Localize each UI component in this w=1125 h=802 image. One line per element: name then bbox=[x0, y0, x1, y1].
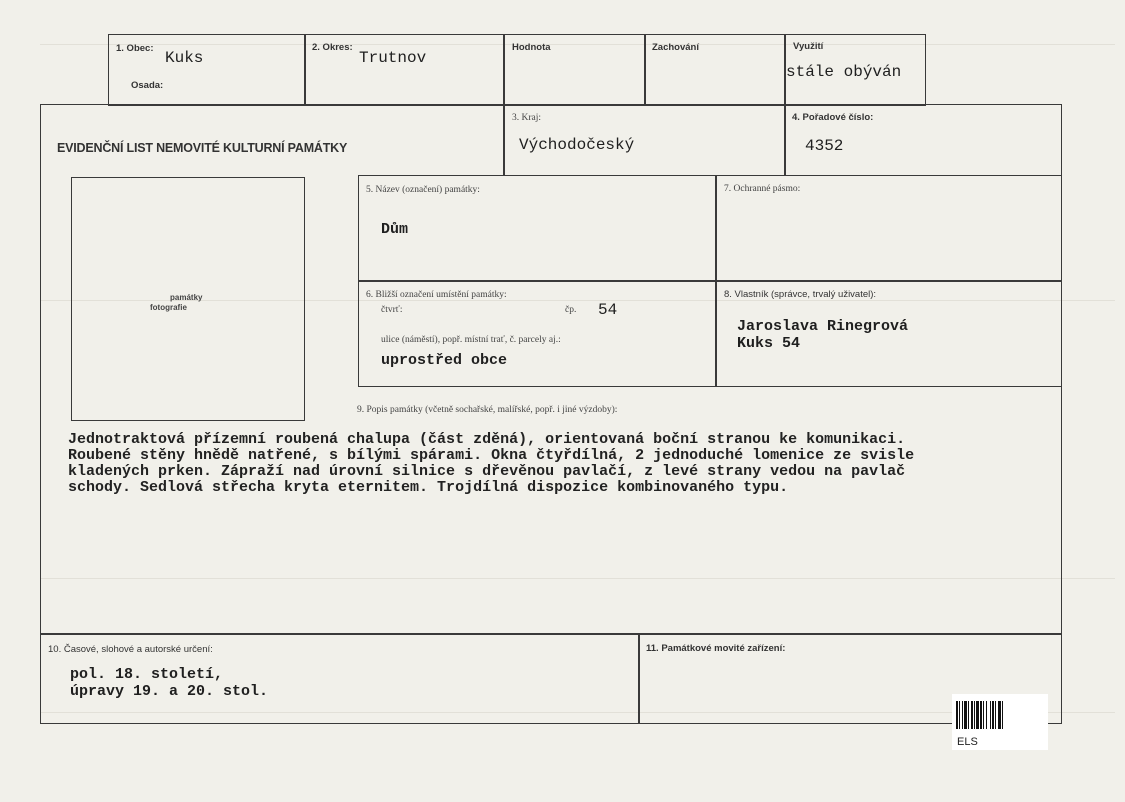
vyuziti-value: stále obýván bbox=[786, 63, 902, 81]
barcode-text: ELS bbox=[957, 736, 978, 748]
kraj-label: 3. Kraj: bbox=[512, 113, 542, 123]
nazev-label: 5. Název (označení) památky: bbox=[366, 185, 480, 195]
barcode-bar bbox=[998, 701, 1001, 729]
obec-label: 1. Obec: bbox=[116, 43, 154, 54]
ochranne-label: 7. Ochranné pásmo: bbox=[724, 184, 801, 194]
vlastnik-label: 8. Vlastník (správce, trvalý uživatel): bbox=[724, 289, 877, 300]
row1-divider bbox=[503, 104, 505, 176]
barcode-bar bbox=[968, 701, 969, 729]
poradove-label: 4. Pořadové číslo: bbox=[792, 112, 874, 123]
popis-label: 9. Popis památky (včetně sochařské, malířské, popř. i jiné výzdoby): bbox=[357, 405, 618, 415]
kraj-value: Východočeský bbox=[519, 136, 635, 154]
movite-label: 11. Památkové movité zařízení: bbox=[646, 643, 786, 654]
location-grid-hdivider bbox=[358, 280, 1062, 282]
form-title: EVIDENČNÍ LIST NEMOVITÉ KULTURNÍ PAMÁTKY bbox=[57, 141, 348, 155]
bottom-row-divider bbox=[40, 633, 1062, 635]
cp-label: čp. bbox=[565, 305, 577, 315]
barcode-bar bbox=[964, 701, 967, 729]
photo-caption-line2: fotografie bbox=[150, 303, 187, 312]
okres-value: Trutnov bbox=[359, 49, 427, 67]
casove-label: 10. Časové, slohové a autorské určení: bbox=[48, 644, 213, 655]
popis-line: Jednotraktová přízemní roubená chalupa (část zděná), orientovaná boční stranou ke komunikaci. bbox=[68, 431, 906, 448]
barcode-bar bbox=[976, 701, 979, 729]
hodnota-label: Hodnota bbox=[512, 42, 551, 53]
barcode-bar bbox=[1002, 701, 1003, 729]
zachovani-label: Zachování bbox=[652, 42, 699, 53]
header-divider bbox=[644, 34, 646, 106]
bottom-row-vdivider bbox=[638, 633, 640, 724]
barcode-bar bbox=[992, 701, 994, 729]
popis-line: kladených prken. Zápraží nad úrovní silnice s dřevěnou pavlačí, z levé strany vedou na pavlač bbox=[68, 463, 906, 480]
row1-divider bbox=[784, 104, 786, 176]
barcode-bar bbox=[980, 701, 982, 729]
popis-line: schody. Sedlová střecha kryta eternitem. Trojdílná dispozice kombinovaného typu. bbox=[68, 479, 789, 496]
popis-line: Roubené stěny hnědě natřené, s bílými spárami. Okna čtyřdílná, 2 jednoduché lomenice ze svisle bbox=[68, 447, 915, 464]
vyuziti-label: Využití bbox=[793, 41, 824, 52]
okres-label: 2. Okres: bbox=[312, 42, 353, 53]
barcode-icon bbox=[956, 701, 1044, 729]
nazev-value: Dům bbox=[381, 221, 409, 238]
barcode-bar bbox=[983, 701, 984, 729]
barcode-bar bbox=[986, 701, 987, 729]
ctvrt-label: čtvrť: bbox=[381, 305, 403, 315]
blizsi-label: 6. Bližší označení umístění památky: bbox=[366, 290, 507, 300]
barcode-bar bbox=[956, 701, 958, 729]
header-divider bbox=[304, 34, 306, 106]
barcode-bar bbox=[971, 701, 973, 729]
barcode-bar bbox=[974, 701, 975, 729]
popis-text bbox=[68, 432, 1028, 496]
photo-caption-line1: památky bbox=[170, 293, 203, 302]
barcode-bar bbox=[995, 701, 996, 729]
ulice-label: ulice (náměstí), popř. místní trať, č. parcely aj.: bbox=[381, 335, 561, 345]
casove-line1: pol. 18. století, bbox=[70, 666, 224, 683]
cp-value: 54 bbox=[598, 301, 618, 319]
ulice-value: uprostřed obce bbox=[381, 352, 508, 369]
vlastnik-line1: Jaroslava Rinegrová bbox=[737, 318, 909, 335]
casove-line2: úpravy 19. a 20. stol. bbox=[70, 683, 269, 700]
osada-label: Osada: bbox=[131, 80, 164, 91]
barcode-bar bbox=[962, 701, 963, 729]
barcode-bar bbox=[990, 701, 991, 729]
obec-value: Kuks bbox=[165, 49, 204, 67]
vlastnik-line2: Kuks 54 bbox=[737, 335, 801, 352]
barcode-bar bbox=[959, 701, 960, 729]
poradove-value: 4352 bbox=[805, 137, 844, 155]
header-divider bbox=[503, 34, 505, 106]
